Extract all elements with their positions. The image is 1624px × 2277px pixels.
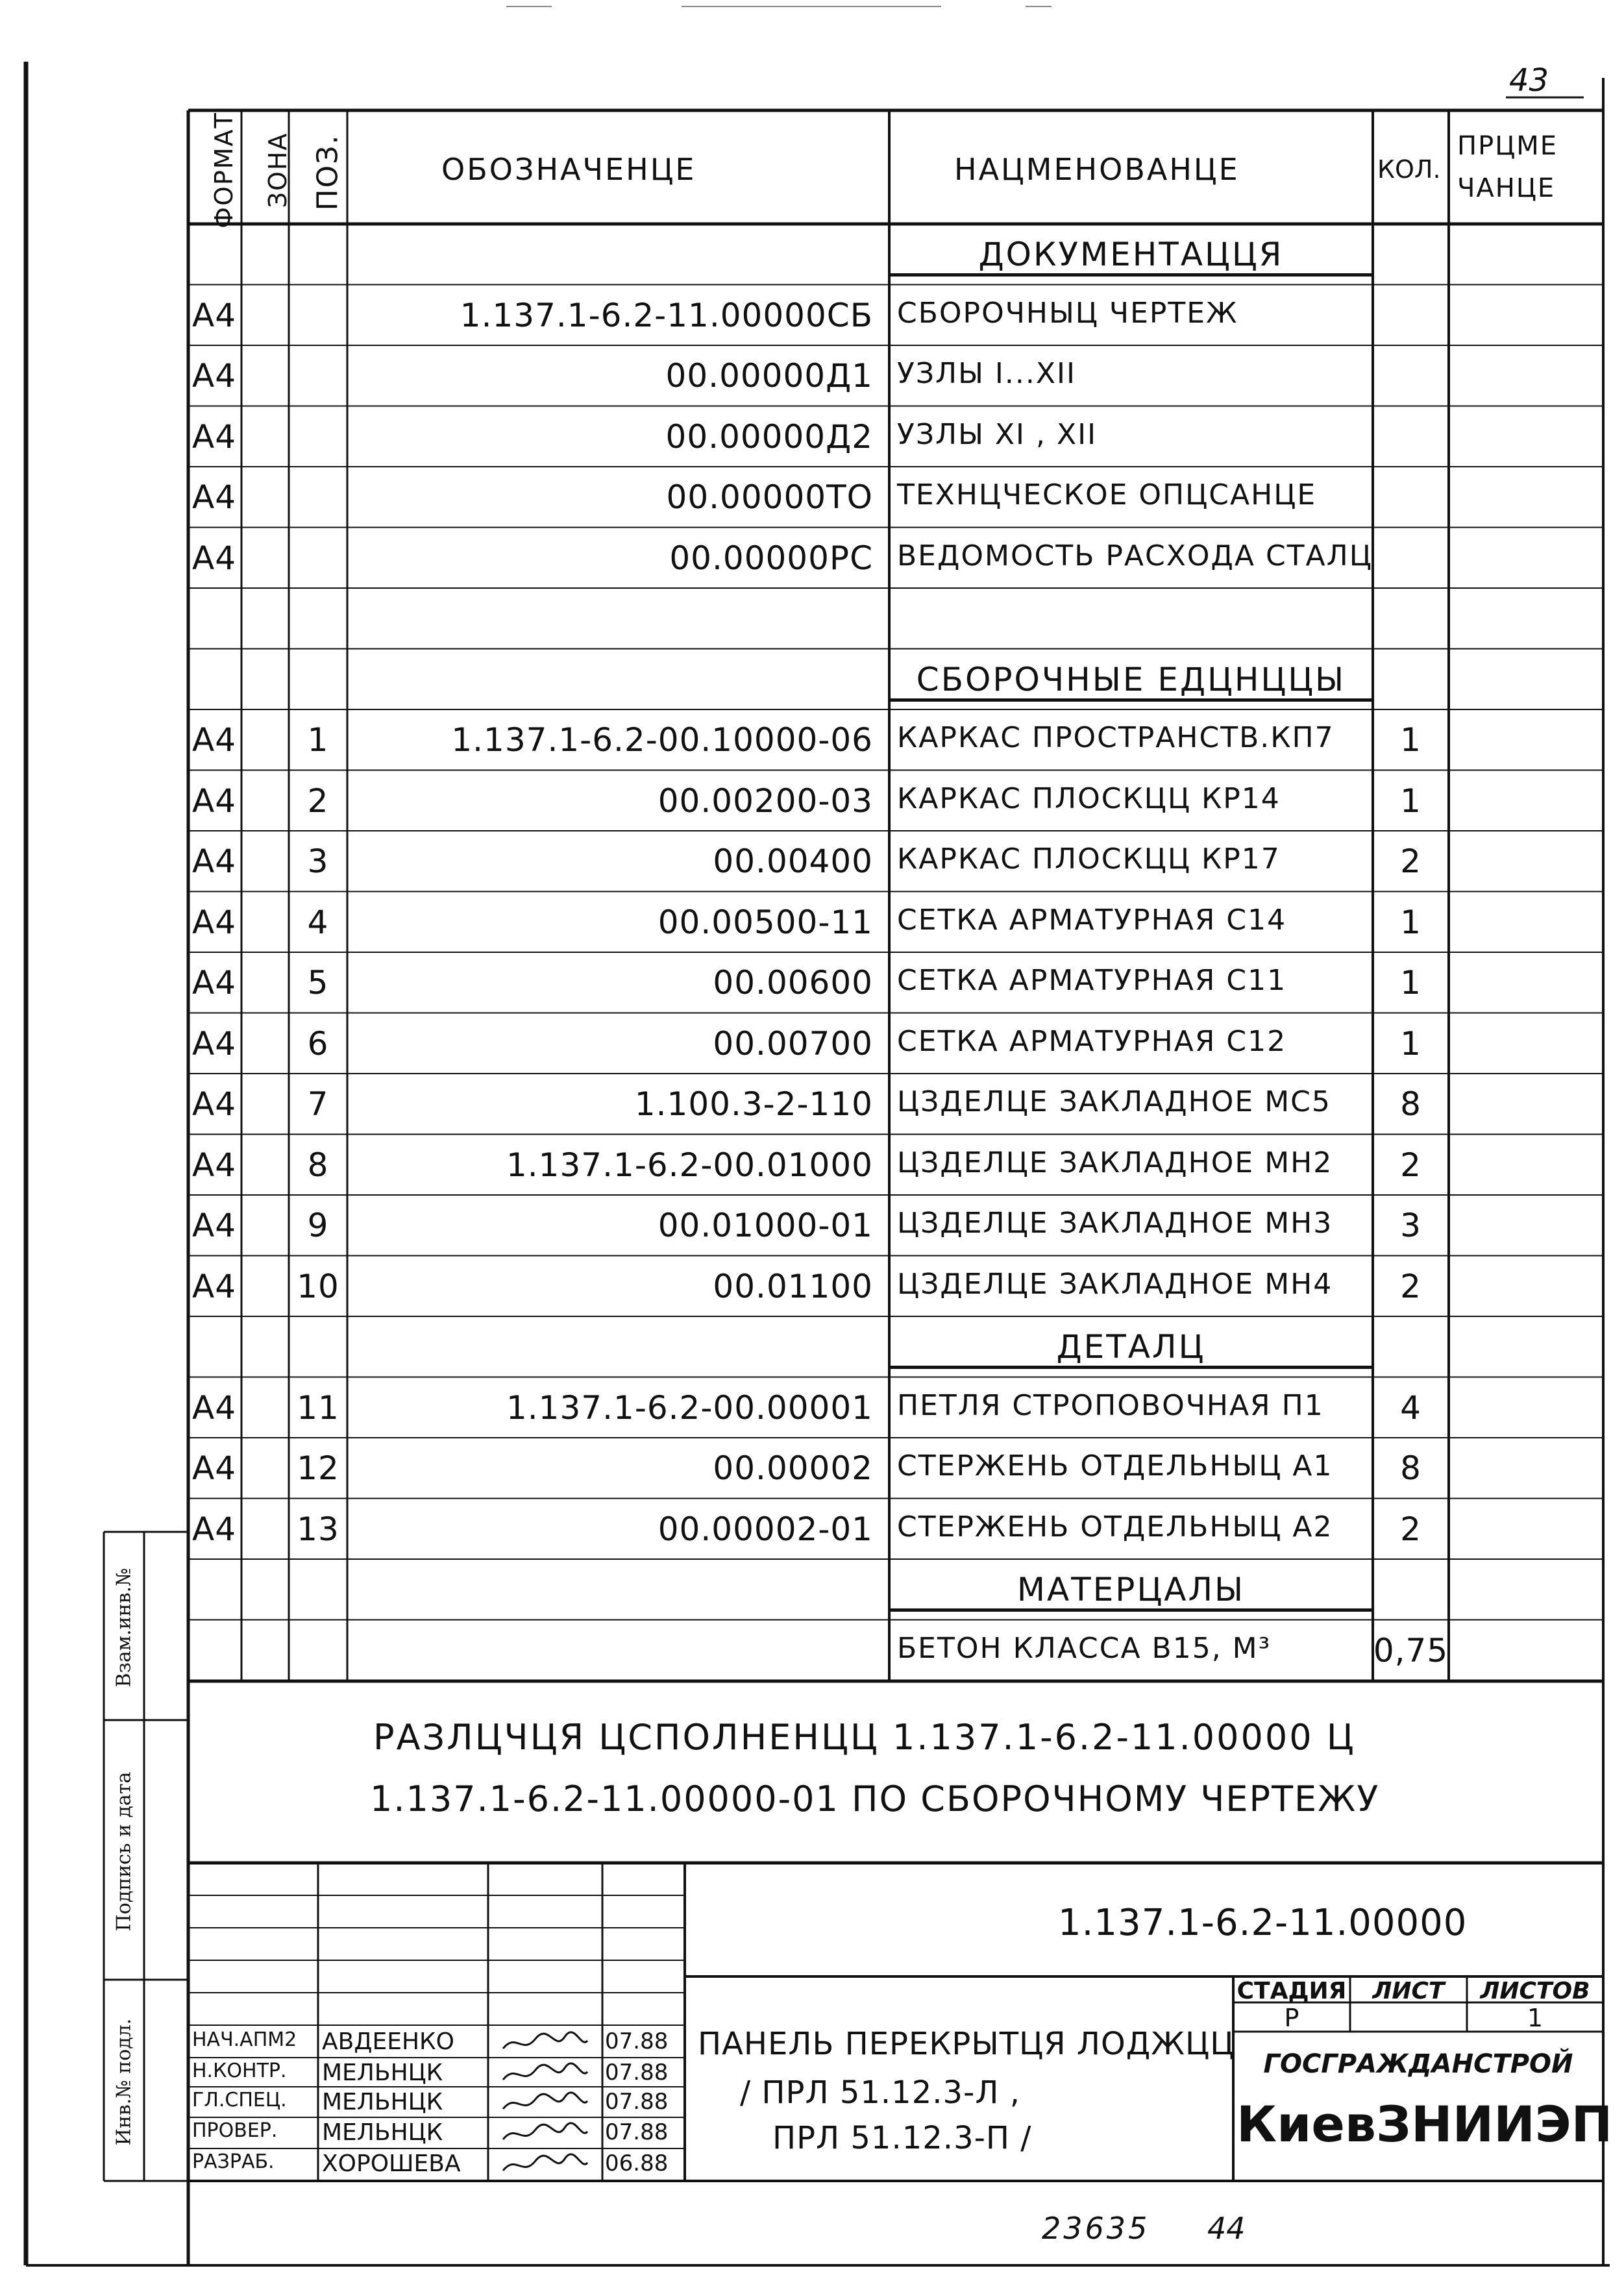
row-qty: 8 bbox=[1400, 1449, 1421, 1487]
row-section-title: ДЕТАЛЦ bbox=[889, 1331, 1373, 1369]
signer-name: АВДЕЕНКО bbox=[322, 2030, 454, 2054]
row-format: А4 bbox=[192, 782, 237, 820]
row-name: КАРКАС ПРОСТРАНСТВ.КП7 bbox=[897, 721, 1335, 754]
row-designation: 00.00002-01 bbox=[658, 1510, 873, 1548]
sheet-number: 43 bbox=[1509, 62, 1549, 99]
header-note-line1: ПРЦМЕ bbox=[1457, 131, 1558, 161]
row-name: СЕТКА АРМАТУРНАЯ С14 bbox=[897, 903, 1287, 937]
row-pos: 8 bbox=[307, 1146, 329, 1184]
signature-mark bbox=[500, 2089, 591, 2115]
sheet-label: ЛИСТ bbox=[1372, 1978, 1445, 2004]
title-line3: ПРЛ 51.12.3-П / bbox=[772, 2120, 1032, 2156]
org-line1: ГОСГРАЖДАНСТРОЙ bbox=[1263, 2049, 1573, 2079]
signature-mark bbox=[500, 2029, 591, 2055]
signer-name: МЕЛЬНЦК bbox=[322, 2062, 443, 2085]
row-pos: 7 bbox=[307, 1085, 329, 1123]
signer-role: ГЛ.СПЕЦ. bbox=[192, 2091, 287, 2110]
row-pos: 3 bbox=[307, 843, 329, 880]
row-qty: 2 bbox=[1400, 1146, 1421, 1184]
row-format: А4 bbox=[192, 357, 237, 395]
row-name: СБОРОЧНЫЦ ЧЕРТЕЖ bbox=[897, 296, 1238, 330]
stage-value: Р bbox=[1284, 2004, 1299, 2032]
signature-mark bbox=[500, 2151, 591, 2177]
signature-mark bbox=[500, 2120, 591, 2146]
signer-name: МЕЛЬНЦК bbox=[322, 2121, 443, 2145]
row-name: ПЕТЛЯ СТРОПОВОЧНАЯ П1 bbox=[897, 1388, 1324, 1422]
row-designation: 1.137.1-6.2-00.01000 bbox=[506, 1146, 873, 1184]
row-designation: 00.00700 bbox=[713, 1024, 873, 1063]
header-designation: ОБОЗНАЧЕНЦЕ bbox=[441, 152, 696, 187]
row-name: ЦЗДЕЛЦЕ ЗАКЛАДНОЕ МС5 bbox=[897, 1085, 1331, 1118]
signer-role: ПРОВЕР. bbox=[192, 2121, 278, 2141]
row-name: ВЕДОМОСТЬ РАСХОДА СТАЛЦ bbox=[897, 539, 1373, 572]
row-name: КАРКАС ПЛОСКЦЦ КР17 bbox=[897, 843, 1281, 876]
row-qty: 3 bbox=[1400, 1207, 1421, 1244]
row-format: А4 bbox=[192, 539, 237, 577]
stamp-vzam-inv: Взам.инв.№ bbox=[112, 1568, 136, 1688]
row-qty: 1 bbox=[1400, 1024, 1421, 1063]
row-pos: 5 bbox=[307, 964, 329, 1002]
header-note-line2: ЧАНЦЕ bbox=[1457, 173, 1556, 203]
row-designation: 00.00000Д2 bbox=[665, 417, 873, 456]
row-name: ЦЗДЕЛЦЕ ЗАКЛАДНОЕ МН3 bbox=[897, 1207, 1333, 1240]
header-pos: ПОЗ. bbox=[311, 134, 345, 211]
row-qty: 0,75 bbox=[1373, 1631, 1449, 1669]
row-designation: 1.137.1-6.2-00.00001 bbox=[506, 1388, 873, 1427]
signer-date: 07.88 bbox=[605, 2030, 669, 2052]
header-format: ФОРМАТ bbox=[210, 112, 238, 228]
row-pos: 10 bbox=[297, 1267, 339, 1305]
row-designation: 00.00000РС bbox=[669, 539, 873, 577]
row-designation: 00.00500-11 bbox=[658, 903, 873, 941]
row-name: СЕТКА АРМАТУРНАЯ С12 bbox=[897, 1024, 1287, 1058]
doc-code: 1.137.1-6.2-11.00000 bbox=[1058, 1902, 1468, 1944]
row-format: А4 bbox=[192, 1085, 237, 1123]
signer-date: 07.88 bbox=[605, 2091, 669, 2113]
row-qty: 2 bbox=[1400, 843, 1421, 880]
row-section-title: МАТЕРЦАЛЫ bbox=[889, 1573, 1373, 1612]
title-line1: ПАНЕЛЬ ПЕРЕКРЫТЦЯ ЛОДЖЦЦ bbox=[698, 2026, 1235, 2062]
row-section-title: ДОКУМЕНТАЦЦЯ bbox=[889, 238, 1373, 277]
row-name: КАРКАС ПЛОСКЦЦ КР14 bbox=[897, 782, 1281, 815]
sheets-label: ЛИСТОВ bbox=[1480, 1978, 1590, 2004]
row-name: БЕТОН КЛАССА В15, М³ bbox=[897, 1631, 1272, 1665]
row-format: А4 bbox=[192, 1207, 237, 1244]
row-qty: 2 bbox=[1400, 1267, 1421, 1305]
row-format: А4 bbox=[192, 1449, 237, 1487]
row-designation: 00.00000ТО bbox=[666, 478, 873, 516]
row-name: ЦЗДЕЛЦЕ ЗАКЛАДНОЕ МН2 bbox=[897, 1146, 1333, 1179]
row-format: А4 bbox=[192, 964, 237, 1002]
row-format: А4 bbox=[192, 1388, 237, 1427]
stamp-inv-podl: Инв.№ подл. bbox=[112, 2018, 136, 2146]
row-qty: 1 bbox=[1400, 903, 1421, 941]
row-format: А4 bbox=[192, 843, 237, 880]
row-designation: 00.00000Д1 bbox=[665, 357, 873, 395]
row-name: СТЕРЖЕНЬ ОТДЕЛЬНЫЦ А1 bbox=[897, 1449, 1333, 1483]
header-name: НАЦМЕНОВАНЦЕ bbox=[954, 152, 1240, 187]
row-section-title: СБОРОЧНЫЕ ЕДЦНЦЦЫ bbox=[889, 663, 1373, 702]
stamp-podpis-data: Подпись и дата bbox=[112, 1771, 136, 1932]
signer-date: 06.88 bbox=[605, 2152, 669, 2174]
stage-label: СТАДИЯ bbox=[1236, 1978, 1347, 2004]
footer-number-left: 23635 bbox=[1042, 2211, 1150, 2246]
row-format: А4 bbox=[192, 1510, 237, 1548]
row-designation: 00.00002 bbox=[713, 1449, 873, 1487]
row-format: А4 bbox=[192, 417, 237, 456]
signer-name: ХОРОШЕВА bbox=[322, 2152, 461, 2176]
signer-role: РАЗРАБ. bbox=[192, 2152, 275, 2172]
row-qty: 4 bbox=[1400, 1388, 1421, 1427]
org-line2: КиевЗНИИЭП bbox=[1236, 2095, 1613, 2153]
title-line2: / ПРЛ 51.12.3-Л , bbox=[740, 2074, 1020, 2111]
row-pos: 11 bbox=[297, 1388, 339, 1427]
row-pos: 13 bbox=[297, 1510, 339, 1548]
row-format: А4 bbox=[192, 1146, 237, 1184]
row-pos: 9 bbox=[307, 1207, 329, 1244]
row-designation: 00.00600 bbox=[713, 964, 873, 1002]
row-format: А4 bbox=[192, 296, 237, 334]
row-designation: 00.01000-01 bbox=[658, 1207, 873, 1244]
row-format: А4 bbox=[192, 721, 237, 759]
signature-mark bbox=[500, 2060, 591, 2086]
header-zone: ЗОНА bbox=[264, 132, 292, 208]
row-name: СТЕРЖЕНЬ ОТДЕЛЬНЫЦ А2 bbox=[897, 1510, 1333, 1544]
row-name: УЗЛЫ I...XII bbox=[897, 357, 1076, 390]
row-qty: 1 bbox=[1400, 964, 1421, 1002]
row-name: ТЕХНЦЧЕСКОЕ ОПЦСАНЦЕ bbox=[897, 478, 1317, 511]
row-format: А4 bbox=[192, 1267, 237, 1305]
signer-date: 07.88 bbox=[605, 2062, 669, 2084]
signer-role: Н.КОНТР. bbox=[192, 2062, 287, 2081]
header-qty: КОЛ. bbox=[1377, 155, 1441, 184]
row-designation: 00.00200-03 bbox=[658, 782, 873, 820]
row-format: А4 bbox=[192, 903, 237, 941]
row-pos: 4 bbox=[307, 903, 329, 941]
row-designation: 1.137.1-6.2-00.10000-06 bbox=[451, 721, 873, 759]
row-format: А4 bbox=[192, 1024, 237, 1063]
row-name: УЗЛЫ XI , XII bbox=[897, 417, 1098, 451]
footer-number-right: 44 bbox=[1207, 2211, 1246, 2246]
sheets-value: 1 bbox=[1527, 2004, 1544, 2032]
row-designation: 00.00400 bbox=[713, 843, 873, 880]
row-qty: 8 bbox=[1400, 1085, 1421, 1123]
note-line2: 1.137.1-6.2-11.00000-01 ПО СБОРОЧНОМУ ЧЕРТЕЖУ bbox=[370, 1779, 1380, 1819]
row-format: А4 bbox=[192, 478, 237, 516]
row-pos: 6 bbox=[307, 1024, 329, 1063]
signer-role: НАЧ.АПМ2 bbox=[192, 2030, 297, 2050]
row-qty: 1 bbox=[1400, 782, 1421, 820]
row-pos: 1 bbox=[307, 721, 329, 759]
row-pos: 2 bbox=[307, 782, 329, 820]
row-qty: 1 bbox=[1400, 721, 1421, 759]
row-name: СЕТКА АРМАТУРНАЯ С11 bbox=[897, 964, 1287, 997]
signer-date: 07.88 bbox=[605, 2121, 669, 2143]
row-designation: 00.01100 bbox=[713, 1267, 873, 1305]
note-line1: РАЗЛЦЧЦЯ ЦСПОЛНЕНЦЦ 1.137.1-6.2-11.00000 Ц bbox=[373, 1717, 1356, 1758]
row-name: ЦЗДЕЛЦЕ ЗАКЛАДНОЕ МН4 bbox=[897, 1267, 1333, 1301]
row-designation: 1.100.3-2-110 bbox=[634, 1085, 873, 1123]
row-pos: 12 bbox=[297, 1449, 339, 1487]
signer-name: МЕЛЬНЦК bbox=[322, 2091, 443, 2114]
row-designation: 1.137.1-6.2-11.00000СБ bbox=[460, 296, 873, 334]
row-qty: 2 bbox=[1400, 1510, 1421, 1548]
